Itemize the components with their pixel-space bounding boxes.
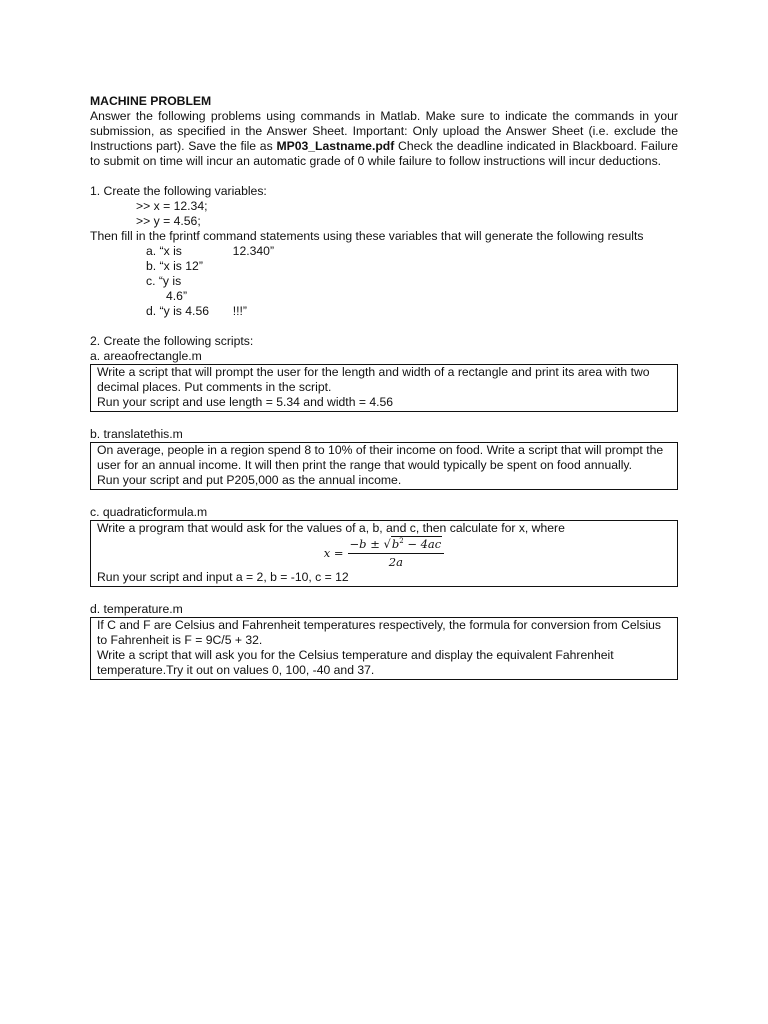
q1-item-c: c. “y is bbox=[146, 274, 182, 288]
document-content bbox=[90, 94, 678, 680]
q1-item-c-continued: 4.6” bbox=[166, 289, 188, 303]
intro-text-part2: Check the deadline indicated in Blackboard. Failure to submit on time will incur an automatic grade of 0 while failure to follow instructions will incur deductions. bbox=[90, 139, 678, 168]
spacer bbox=[90, 412, 678, 427]
q1-var-y: >> y = 4.56; bbox=[136, 214, 201, 228]
q2c-line2: Run your script and input a = 2, b = -10, c = 12 bbox=[97, 570, 349, 584]
formula-radicand-rest: − 4ac bbox=[403, 537, 442, 551]
formula-denominator: 2a bbox=[388, 555, 403, 569]
formula-radicand-group bbox=[391, 536, 442, 552]
q2d-box bbox=[90, 617, 678, 680]
intro-paragraph bbox=[90, 109, 678, 169]
q2c-line1: Write a program that would ask for the values of a, b, and c, then calculate for x, where bbox=[97, 521, 565, 535]
formula-fraction bbox=[348, 536, 445, 570]
document-title: MACHINE PROBLEM bbox=[90, 94, 212, 108]
formula-exponent: 2 bbox=[399, 537, 404, 546]
sqrt-sign-icon: √ bbox=[383, 537, 391, 551]
q2a-line2: Run your script and use length = 5.34 and width = 4.56 bbox=[97, 395, 394, 409]
formula-numerator bbox=[348, 536, 445, 554]
q2a-box bbox=[90, 364, 678, 412]
q2d-line1: If C and F are Celsius and Fahrenheit temperatures respectively, the formula for conversion from Celsius to Fahrenheit is F = 9C/5 + 32. bbox=[97, 618, 662, 647]
spacer bbox=[90, 490, 678, 505]
q1-item-a: a. “x is 12.340” bbox=[146, 244, 275, 258]
q2a-line1: Write a script that will prompt the user for the length and width of a rectangle and print its area with two decimal places. Put comments in the script. bbox=[97, 365, 650, 394]
q1-heading: 1. Create the following variables: bbox=[90, 184, 267, 198]
q2c-name: c. quadraticformula.m bbox=[90, 505, 208, 519]
quadratic-formula bbox=[97, 536, 671, 570]
q1-item-d: d. “y is 4.56 !!!” bbox=[146, 304, 247, 318]
spacer bbox=[90, 587, 678, 602]
intro-text-part1: Answer the following problems using commands in Matlab. Make sure to indicate the commands in your submission, as specified in the Answer Sheet. Important: Only upload the Answer Sheet (i.e. exclude the Instructions part). Save the file as bbox=[90, 109, 678, 153]
q1-var-x: >> x = 12.34; bbox=[136, 199, 208, 213]
q2-heading: 2. Create the following scripts: bbox=[90, 334, 254, 348]
q2d-name: d. temperature.m bbox=[90, 602, 183, 616]
q2c-box bbox=[90, 520, 678, 587]
formula-num-prefix: −b ± bbox=[349, 537, 384, 551]
formula-radicand: b bbox=[391, 537, 400, 551]
q1-item-b: b. “x is 12” bbox=[146, 259, 203, 273]
q1-instruction: Then fill in the fprintf command statements using these variables that will generate the following results bbox=[90, 229, 644, 243]
q2d-line2: Write a script that will ask you for the Celsius temperature and display the equivalent Fahrenheit temperature.Try it out on values 0, 100, -40 and 37. bbox=[97, 648, 614, 677]
q2b-line2: Run your script and put P205,000 as the annual income. bbox=[97, 473, 402, 487]
q2a-name: a. areaofrectangle.m bbox=[90, 349, 202, 363]
spacer bbox=[90, 169, 678, 184]
spacer bbox=[90, 319, 678, 334]
q2b-line1: On average, people in a region spend 8 to 10% of their income on food. Write a script that will prompt the user for an annual income. It will then print the range that would typically be spent on food annually. bbox=[97, 443, 664, 472]
q2b-box bbox=[90, 442, 678, 490]
formula-lhs: x = bbox=[323, 545, 344, 560]
intro-filename: MP03_Lastname.pdf bbox=[276, 139, 395, 153]
q2b-name: b. translatethis.m bbox=[90, 427, 183, 441]
